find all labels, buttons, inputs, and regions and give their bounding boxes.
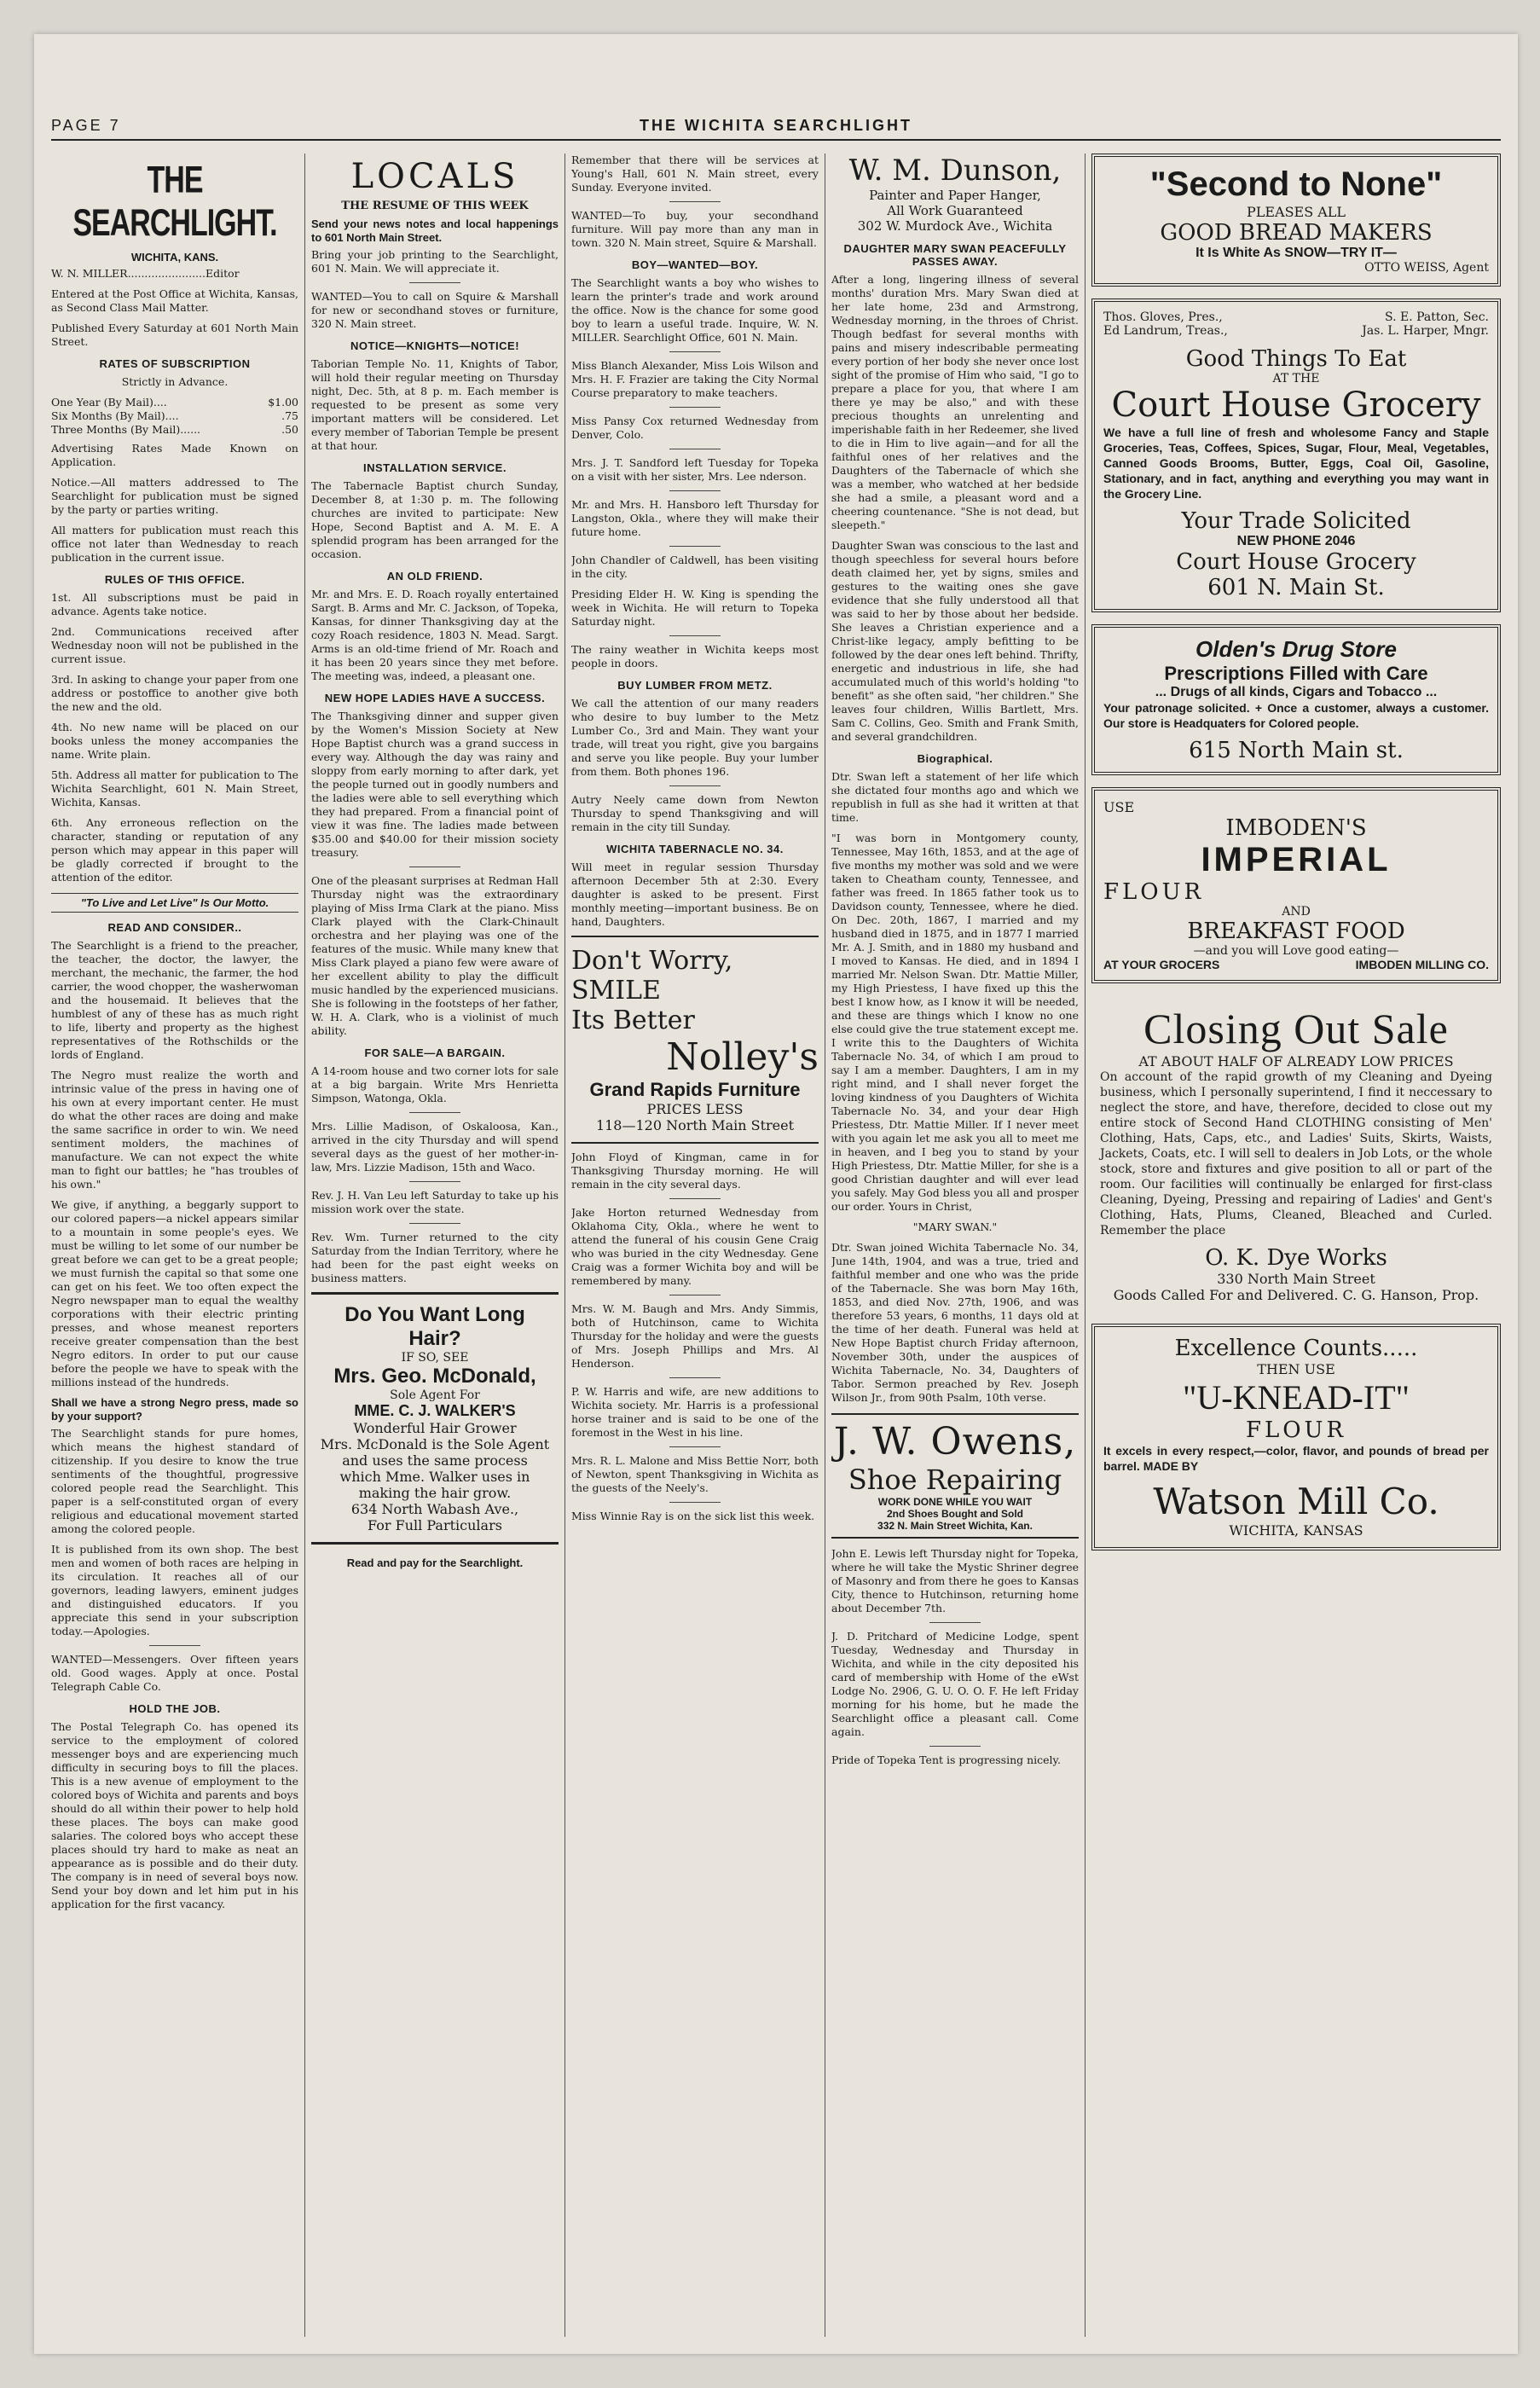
published-notice: Published Every Saturday at 601 North Main Street. <box>51 322 298 348</box>
locals-heading: LOCALS <box>350 157 519 196</box>
local-item: John Chandler of Caldwell, has been visiting in the city. <box>571 554 819 580</box>
local-item: Mr. and Mrs. H. Hansboro left Thursday for Langston, Okla., where they will make their future home. <box>571 498 819 538</box>
article-paragraph: We give, if anything, a beggarly support to our colored papers—a nickel appears similar to a mountain in some people's eyes. We must be willing to let some of our number be great before we can get to be a great people; we must furnish the capital so that some one can get on his feet. We too often expect the Negro newspaper man to equal the wealthy corporations with their electric printing presses, and whose meanest reporters receive greater compensation than the best Negro editors. In order to put our cause before the people we have to speak with the millions instead of the hundreds. <box>51 1198 298 1388</box>
sale-heading: FOR SALE—A BARGAIN. <box>364 1046 506 1059</box>
send-news-notice: Send your news notes and local happenings to 601 North Main Street. <box>311 217 559 244</box>
divider <box>669 1377 721 1378</box>
column-1 <box>51 154 298 2337</box>
divider <box>669 201 721 202</box>
court-house-grocery-ad: Thos. Gloves, Pres., S. E. Patton, Sec. Ed Landrum, Treas., Jas. L. Harper, Mngr. Good Things To Eat AT THE Court House Grocery We have a full line of fresh and wholesome Fancy and Staple Groceries, Teas, Coffees, Spices, Sugar, Flour, Meal, Vegetables, Canned Goods Brooms, Butter, Eggs, Coal Oil, Gasoline, Stationary, and in fact, anything and everything you may want in the Grocery Line. Your Trade Solicited NEW PHONE 2046 Court House Grocery 601 N. Main St. <box>1091 298 1501 612</box>
column-2 <box>311 154 559 2337</box>
rule-item: 4th. No new name will be placed on our books unless the money accompanies the name. Write plain. <box>51 721 298 761</box>
rates-heading: RATES OF SUBSCRIPTION <box>99 357 251 370</box>
rule-item: 3rd. In asking to change your paper from one address or postoffice to another give both the new and the old. <box>51 673 298 713</box>
nolley-ad: Don't Worry, SMILE Its Better Nolley's Grand Rapids Furniture PRICES LESS 118—120 North Main Street <box>571 936 819 1144</box>
column-rule <box>304 154 305 2337</box>
divider <box>409 282 460 283</box>
local-item: Rev. J. H. Van Leu left Saturday to take up his mission work over the state. <box>311 1189 559 1215</box>
local-item: Miss Winnie Ray is on the sick list this week. <box>571 1510 815 1522</box>
motto: "To Live and Let Live" Is Our Motto. <box>51 893 298 913</box>
imboden-flour-ad: USE IMBODEN'S IMPERIAL FLOUR AND BREAKFAST FOOD —and you will Love good eating— AT YOUR GROCERS IMBODEN MILLING CO. <box>1091 787 1501 983</box>
divider <box>149 1645 200 1646</box>
local-item: Taborian Temple No. 11, Knights of Tabor, will hold their regular meeting on Thursday night, Dec. 5th, at 8 p. m. Each member is requested to be present as some very important matters will be considered. Let every member of Taborian Temple be present at that hour. <box>311 357 559 452</box>
bio-heading: Biographical. <box>917 752 993 765</box>
rule-item: 5th. Address all matter for publication to The Wichita Searchlight, 601 N. Main Street, Wichita, Kansas. <box>51 768 298 809</box>
oldens-drug-store-ad: Olden's Drug Store Prescriptions Filled with Care ... Drugs of all kinds, Cigars and Tobacco ... Your patronage solicited. + Once a customer, always a customer. Our store is Headquaters for Colored people. 615 North Main st. <box>1091 624 1501 775</box>
local-item: John E. Lewis left Thursday night for Topeka, where he will take the Mystic Shriner degree of Masonry and from there he goes to Kansas City, thence to Hutchinson, returning home about December 7th. <box>831 1547 1079 1614</box>
deadline-notice: All matters for publication must reach this office not later than Wednesday to reach publication in the current issue. <box>51 524 298 564</box>
article-paragraph: It is published from its own shop. The best men and women of both races are helping in its circulation. It reaches all of our governors, leading lawyers, eminent judges and distinguished educators. If you appreciate this send in your subscription today.—Apologies. <box>51 1543 298 1637</box>
ad-column <box>1091 154 1501 2337</box>
dunson-ad: W. M. Dunson, Painter and Paper Hanger, All Work Guaranteed 302 W. Murdock Ave., Wichita <box>848 154 1062 234</box>
masthead: THE SEARCHLIGHT. <box>72 159 277 245</box>
rate-row: Six Months (By Mail).... .75 <box>51 409 298 422</box>
rule-item: 2nd. Communications received after Wednesday noon will not be published in the current issue. <box>51 625 298 665</box>
read-pay-notice: Read and pay for the Searchlight. <box>346 1556 524 1569</box>
local-item: Presiding Elder H. W. King is spending the week in Wichita. He will return to Topeka Saturday night. <box>571 588 819 628</box>
local-item: John Floyd of Kingman, came in for Thanksgiving Thursday morning. He will remain in the city several days. <box>571 1151 819 1191</box>
article-paragraph: After a long, lingering illness of several months' duration Mrs. Mary Swan died at her late home, 23d and Armstrong, Wednesday morning, in the throes of Christ. Though bedfast for several months with pains and misery indescribable permeating every portion of her body she never once lost sight of the promise of Him who said, "I go to prepare a place for you, that where I am there ye may be also," and with these precious thoughts an unrelenting and imperishable faith in her Redeemer, she lived to die in Him to live again—and for all the faithful ones of her relatives and the Daughters of the Tabernacle of which she was a member, who watched at her bedside she had a smile, a pleasant word and a cheering countenance. "She is not dead, but sleepeth." <box>831 273 1079 531</box>
divider <box>669 351 721 352</box>
hold-heading: HOLD THE JOB. <box>129 1702 221 1715</box>
column-3 <box>571 154 819 2337</box>
local-item: Jake Horton returned Wednesday from Oklahoma City, Okla., where he went to attend the funeral of his cousin Gene Craig who was buried in the city Wednesday. Gene Craig was a former Wichita boy and will be remembered by many. <box>571 1206 819 1287</box>
local-item: Miss Pansy Cox returned Wednesday from Denver, Colo. <box>571 414 819 441</box>
swan-heading: DAUGHTER MARY SWAN PEACEFULLY PASSES AWAY. <box>843 242 1067 268</box>
divider <box>929 1746 981 1747</box>
local-item: WANTED—To buy, your secondhand furniture. Will pay more than any man in town. 320 N. Main street, Squire & Marshall. <box>571 209 819 249</box>
article-paragraph: "I was born in Montgomery county, Tennessee, May 16th, 1853, and at the age of five months my mother was sold and we were taken to Cheatham county, Tennessee, and father was freed. In 1865 father took us to Davidson county, Tennessee, where he died. On Dec. 20th, 1867, I married and my husband died in 1875, and in 1877 I married Mr. A. J. Smith, and in 1880 my husband and I moved to Kansas. He died, and in 1894 I married Mr. Nelson Swan. Dtr. Mattie Miller, my High Priestess, I have fixed up this the best I know how, as I know it will be needed, and these are things which I know no one else could give the true statement except me. I write this to the Daughters of Wichita Tabernacle No. 34, of which I am proud to say I am a member. Daughters, I am in my right mind, and I shall never forget the loving kindness of you Daughters of Wichita Tabernacle No. 34, and your dear High Priestess, Dtr. Mattie Miller. If I never meet with you again let me ask you all to meet me in heaven, and I beg you to stand by your High Priestess, Dtr. Mattie Miller, for she is a good Christian daughter and will ever lead you safely. May God bless you all and prosper our order. Yours in Christ, <box>831 832 1079 1213</box>
tabernacle-heading: WICHITA TABERNACLE NO. 34. <box>606 843 784 855</box>
wanted-ad: WANTED—Messengers. Over fifteen years old. Good wages. Apply at once. Postal Telegraph Cable Co. <box>51 1653 298 1693</box>
divider <box>669 490 721 491</box>
article-paragraph: Daughter Swan was conscious to the last and though speechless for several hours before death claimed her, yet by signs, smiles and gestures to the waiting ones she gave evidence that she fully understood all that was said to her by those about her bedside. She leaves a Christian experience and a Christ-like legacy, amply befitting to be followed by the dear ones left behind. Thrifty, energetic and industrious in life, she had accumulated much of this world's holding "to benefit" as she often said, "her children." She leaves four children, Willis Bartlett, Mrs. Sam C. Collins, Geo. Smith and Frank Smith, and several grandchildren. <box>831 539 1079 743</box>
article-paragraph: The Searchlight is a friend to the preacher, the teacher, the doctor, the lawyer, the merchant, the mechanic, the farmer, the hod carrier, the wood chopper, the washerwoman and the housemaid. It believes that the humblest of any of these has as much right to life, liberty and property as the highest representatives of the Rothschilds or the lords of England. <box>51 939 298 1061</box>
article-paragraph: The Negro must realize the worth and intrinsic value of the press in having one of his own at every important center. He must do what the other races are doing and make the same sacrifice in order to win. We need sentiment molders, the machines of manufacture. We can not expect the white man to fight our battles; he "has troubles of his own." <box>51 1069 298 1191</box>
local-item: Miss Blanch Alexander, Miss Lois Wilson and Mrs. H. F. Frazier are taking the City Normal Course preparatory to make teachers. <box>571 359 819 399</box>
divider <box>409 1181 460 1182</box>
running-title: THE WICHITA SEARCHLIGHT <box>640 117 912 134</box>
hair-grower-ad: Do You Want Long Hair? IF SO, SEE Mrs. Geo. McDonald, Sole Agent For MME. C. J. WALKER'S Wonderful Hair Grower Mrs. McDonald is the Sole Agent and uses the same process which Mme. Walker uses in making the hair grow. 634 North Wabash Ave., For Full Particulars <box>311 1292 559 1545</box>
divider <box>669 1502 721 1503</box>
rule-item: 1st. All subscriptions must be paid in advance. Agents take notice. <box>51 591 298 617</box>
editor-line: W. N. MILLER.......................Editor <box>51 267 240 280</box>
read-heading: READ AND CONSIDER.. <box>107 921 242 934</box>
local-item: Pride of Topeka Tent is progressing nicely. <box>831 1753 1061 1766</box>
running-head <box>51 115 1501 141</box>
resume-subheading: THE RESUME OF THIS WEEK <box>341 200 529 212</box>
local-item: Rev. Wm. Turner returned to the city Saturday from the Indian Territory, where he had been for the past eight weeks on business matters. <box>311 1231 559 1284</box>
ok-dye-works-ad: Closing Out Sale AT ABOUT HALF OF ALREADY LOW PRICES On account of the rapid growth of my Cleaning and Dyeing business, which I personally superintend, I find it neccessary to neglect the store, and have, therefore, decided to close out my entire stock of Second Hand CLOTHING consisting of Men' Clothing, Hats, Caps, etc., and Ladies' Suits, Skirts, Waists, Jackets, Coats, etc. I will sell to dealers in Job Lots, or the whole stock, store and fixtures and give position to all or part of the room. Our facilities will continually be enlarged for first-class Cleaning, Dyeing, Pressing and repairing of Ladies' and Gent's Clothing, Hats, Plums, Cleaned, Bleached and Curled. Remember the place O. K. Dye Works 330 North Main Street Goods Called For and Delivered. C. G. Hanson, Prop. <box>1100 1005 1492 1303</box>
divider <box>669 407 721 408</box>
newspaper-page <box>34 34 1518 2354</box>
divider <box>669 1446 721 1447</box>
install-heading: INSTALLATION SERVICE. <box>363 461 507 474</box>
boy-heading: BOY—WANTED—BOY. <box>631 258 759 271</box>
article-paragraph: The Postal Telegraph Co. has opened its service to the employment of colored messenger boys and are experiencing much difficulty in securing boys to fill the places. This is a new avenue of employment to the colored boys of Wichita and parents and boys should do all within their power to help hold these places. The boys can make good salaries. The colored boys who accept these places should try hard to make as neat an appearance as is possible and do their duty. The company is in need of several boys now. Send your boy down and let him put in his application for the first vacancy. <box>51 1720 298 1910</box>
local-item: The Tabernacle Baptist church Sunday, December 8, at 1:30 p. m. The following churches are invited to participate: New Hope, Second Baptist and A. M. E. A splendid program has been arranged for the occasion. <box>311 479 559 560</box>
entered-notice: Entered at the Post Office at Wichita, Kansas, as Second Class Mail Matter. <box>51 287 298 314</box>
local-item: The Searchlight wants a boy who wishes to learn the printer's trade and work around the office. Now is the chance for some good boy to learn a useful trade. Inquire, W. N. MILLER. Searchlight Office, 601 N. Main. <box>571 276 819 344</box>
rates-table <box>51 396 298 437</box>
column-rule <box>564 154 565 2337</box>
article-paragraph: "MARY SWAN." <box>912 1220 998 1233</box>
friend-heading: AN OLD FRIEND. <box>386 570 483 583</box>
divider <box>669 1198 721 1199</box>
article-paragraph: The Searchlight stands for pure homes, which means the highest standard of citizenship. If you desire to know the true sentiments of the thoughtful, progressive colored people read the Searchlight. This paper is a self-constituted organ of every religious and educational movement started among the colored people. <box>51 1427 298 1535</box>
local-item: J. D. Pritchard of Medicine Lodge, spent Tuesday, Wednesday and Thursday in Wichita, and while in the city deposited his card of membership with Home of the eWst Lodge No. 2906, G. U. O. O. F. He left Friday morning for his home, but he made the Searchlight office a pleasant call. Come again. <box>831 1630 1079 1738</box>
local-item: The Thanksgiving dinner and supper given by the Women's Mission Society at New Hope Baptist church was a grand success in every way. Although the day was rainy and sloppy from early morning to after dark, yet the people turned out in goodly numbers and the ladies were able to sell everything which they had prepared. From a financial point of view it was fine. The ladies made between $35.00 and $40.00 for their mission society treasury. <box>311 710 559 859</box>
local-item: P. W. Harris and wife, are new additions to Wichita society. Mr. Harris is a professional horse trainer and is said to be one of the foremost in the West in his line. <box>571 1385 819 1439</box>
local-item: Autry Neely came down from Newton Thursday to spend Thanksgiving and will remain in the city till Sunday. <box>571 793 819 833</box>
rules-heading: RULES OF THIS OFFICE. <box>104 573 246 586</box>
local-item: One of the pleasant surprises at Redman Hall Thursday night was the extraordinary playing of Miss Irma Clark at the piano. Miss Clark played with the Clark-Chinault orchestra and her playing was one of the features of the music. While many knew that Miss Clark played a piano few were aware of her excellent ability to play the difficult music handled by the experienced musicians. She is following in the footsteps of her father, W. H. A. Clark, who is a violinist of much ability. <box>311 874 559 1037</box>
knights-heading: NOTICE—KNIGHTS—NOTICE! <box>350 339 520 352</box>
local-item: Mrs. R. L. Malone and Miss Bettie Norr, both of Newton, spent Thanksgiving in Wichita as the guests of the Neely's. <box>571 1454 819 1494</box>
divider <box>669 635 721 636</box>
metz-heading: BUY LUMBER FROM METZ. <box>617 679 773 692</box>
rates-subheading: Strictly in Advance. <box>121 375 229 388</box>
dateline: WICHITA, KANS. <box>130 251 219 264</box>
rate-row: One Year (By Mail).... $1.00 <box>51 396 298 409</box>
column-rule <box>1085 154 1086 2337</box>
local-item: Mrs. J. T. Sandford left Tuesday for Topeka on a visit with her sister, Mrs. Lee nderson. <box>571 456 819 483</box>
divider <box>929 1622 981 1623</box>
local-item: Mrs. W. M. Baugh and Mrs. Andy Simmis, both of Hutchinson, came to Wichita Thursday for the holiday and were the guests of Mrs. Joseph Phillips and Mrs. Al Henderson. <box>571 1302 819 1370</box>
newhope-heading: NEW HOPE LADIES HAVE A SUCCESS. <box>324 692 546 704</box>
local-item: Mrs. Lillie Madison, of Oskaloosa, Kan., arrived in the city Thursday and will spend several days as the guest of her mother-in-law, Mrs. Lizzie Madison, 15th and Waco. <box>311 1120 559 1174</box>
advertising-notice: Advertising Rates Made Known on Application. <box>51 442 298 468</box>
divider <box>409 1112 460 1113</box>
article-paragraph: Shall we have a strong Negro press, made so by your support? <box>51 1396 298 1423</box>
u-knead-it-flour-ad: Excellence Counts..... THEN USE "U-KNEAD-IT" FLOUR It excels in every respect,—color, flavor, and pounds of bread per barrel. MADE BY Watson Mill Co. WICHITA, KANSAS <box>1091 1324 1501 1550</box>
local-item: Will meet in regular session Thursday afternoon December 5th at 2:30. Every daughter is asked to be present. First monthly meeting—important business. Be on hand, Daughters. <box>571 861 819 928</box>
rule-item: 6th. Any erroneous reflection on the character, standing or reputation of any person which may appear in this paper will be gladly corrected if brought to the attention of the editor. <box>51 816 298 884</box>
divider <box>669 546 721 547</box>
local-item: Mr. and Mrs. E. D. Roach royally entertained Sargt. B. Arms and Mr. C. Jackson, of Topeka, Kansas, for dinner Thanksgiving day at the cozy Roach residence, 1803 N. Mead. Sargt. Arms is an old-time friend of Mr. Roach and it has been 20 years since they met before. The meeting was, indeed, a pleasant one. <box>311 588 559 682</box>
submission-notice: Notice.—All matters addressed to The Searchlight for publication must be signed by the party or parties writing. <box>51 476 298 516</box>
divider <box>409 1223 460 1224</box>
divider <box>669 785 721 786</box>
article-paragraph: Dtr. Swan joined Wichita Tabernacle No. 34, June 14th, 1904, and was a true, tried and faithful member and one who was the pride of the Tabernacle. She was born May 16th, 1853, and died Nov. 27th, 1906, and was therefore 53 years, 6 months, 11 days old at the time of her death. Funeral was held at New Hope Baptist church Friday afternoon, November 30th, under the auspices of Wichita Tabernacle, No. 34, Daughters of Tabor. Sermon preached by Rev. Joseph Wilson Jr., from 90th Psalm, 10th verse. <box>831 1241 1079 1404</box>
local-item: We call the attention of our many readers who desire to buy lumber to the Metz Lumber Co., 3rd and Main. They want your trade, will treat you right, give you bargains and serve you like people. Buy your lumber from them. Both phones 196. <box>571 697 819 778</box>
local-item: WANTED—You to call on Squire & Marshall for new or secondhand stoves or furniture, 320 N. Main street. <box>311 290 559 330</box>
column-4 <box>831 154 1079 2337</box>
article-paragraph: Dtr. Swan left a statement of her life which she dictated four months ago and which we republish in full as she had it written at that time. <box>831 770 1079 824</box>
owens-ad: J. W. Owens, Shoe Repairing WORK DONE WHILE YOU WAIT 2nd Shoes Bought and Sold 332 N. Main Street Wichita, Kan. <box>831 1413 1079 1539</box>
local-item: A 14-room house and two corner lots for sale at a big bargain. Write Mrs Henrietta Simpson, Watonga, Okla. <box>311 1064 559 1104</box>
second-to-none-ad: "Second to None" PLEASES ALL GOOD BREAD MAKERS It Is White As SNOW—TRY IT— OTTO WEISS, Agent <box>1091 154 1501 287</box>
local-item: Remember that there will be services at Young's Hall, 601 N. Main street, every Sunday. Everyone invited. <box>571 154 819 194</box>
rate-row: Three Months (By Mail)...... .50 <box>51 423 298 436</box>
page-number: PAGE 7 <box>51 117 121 134</box>
local-item: Bring your job printing to the Searchlight, 601 N. Main. We will appreciate it. <box>311 248 559 275</box>
local-item: The rainy weather in Wichita keeps most people in doors. <box>571 643 819 669</box>
